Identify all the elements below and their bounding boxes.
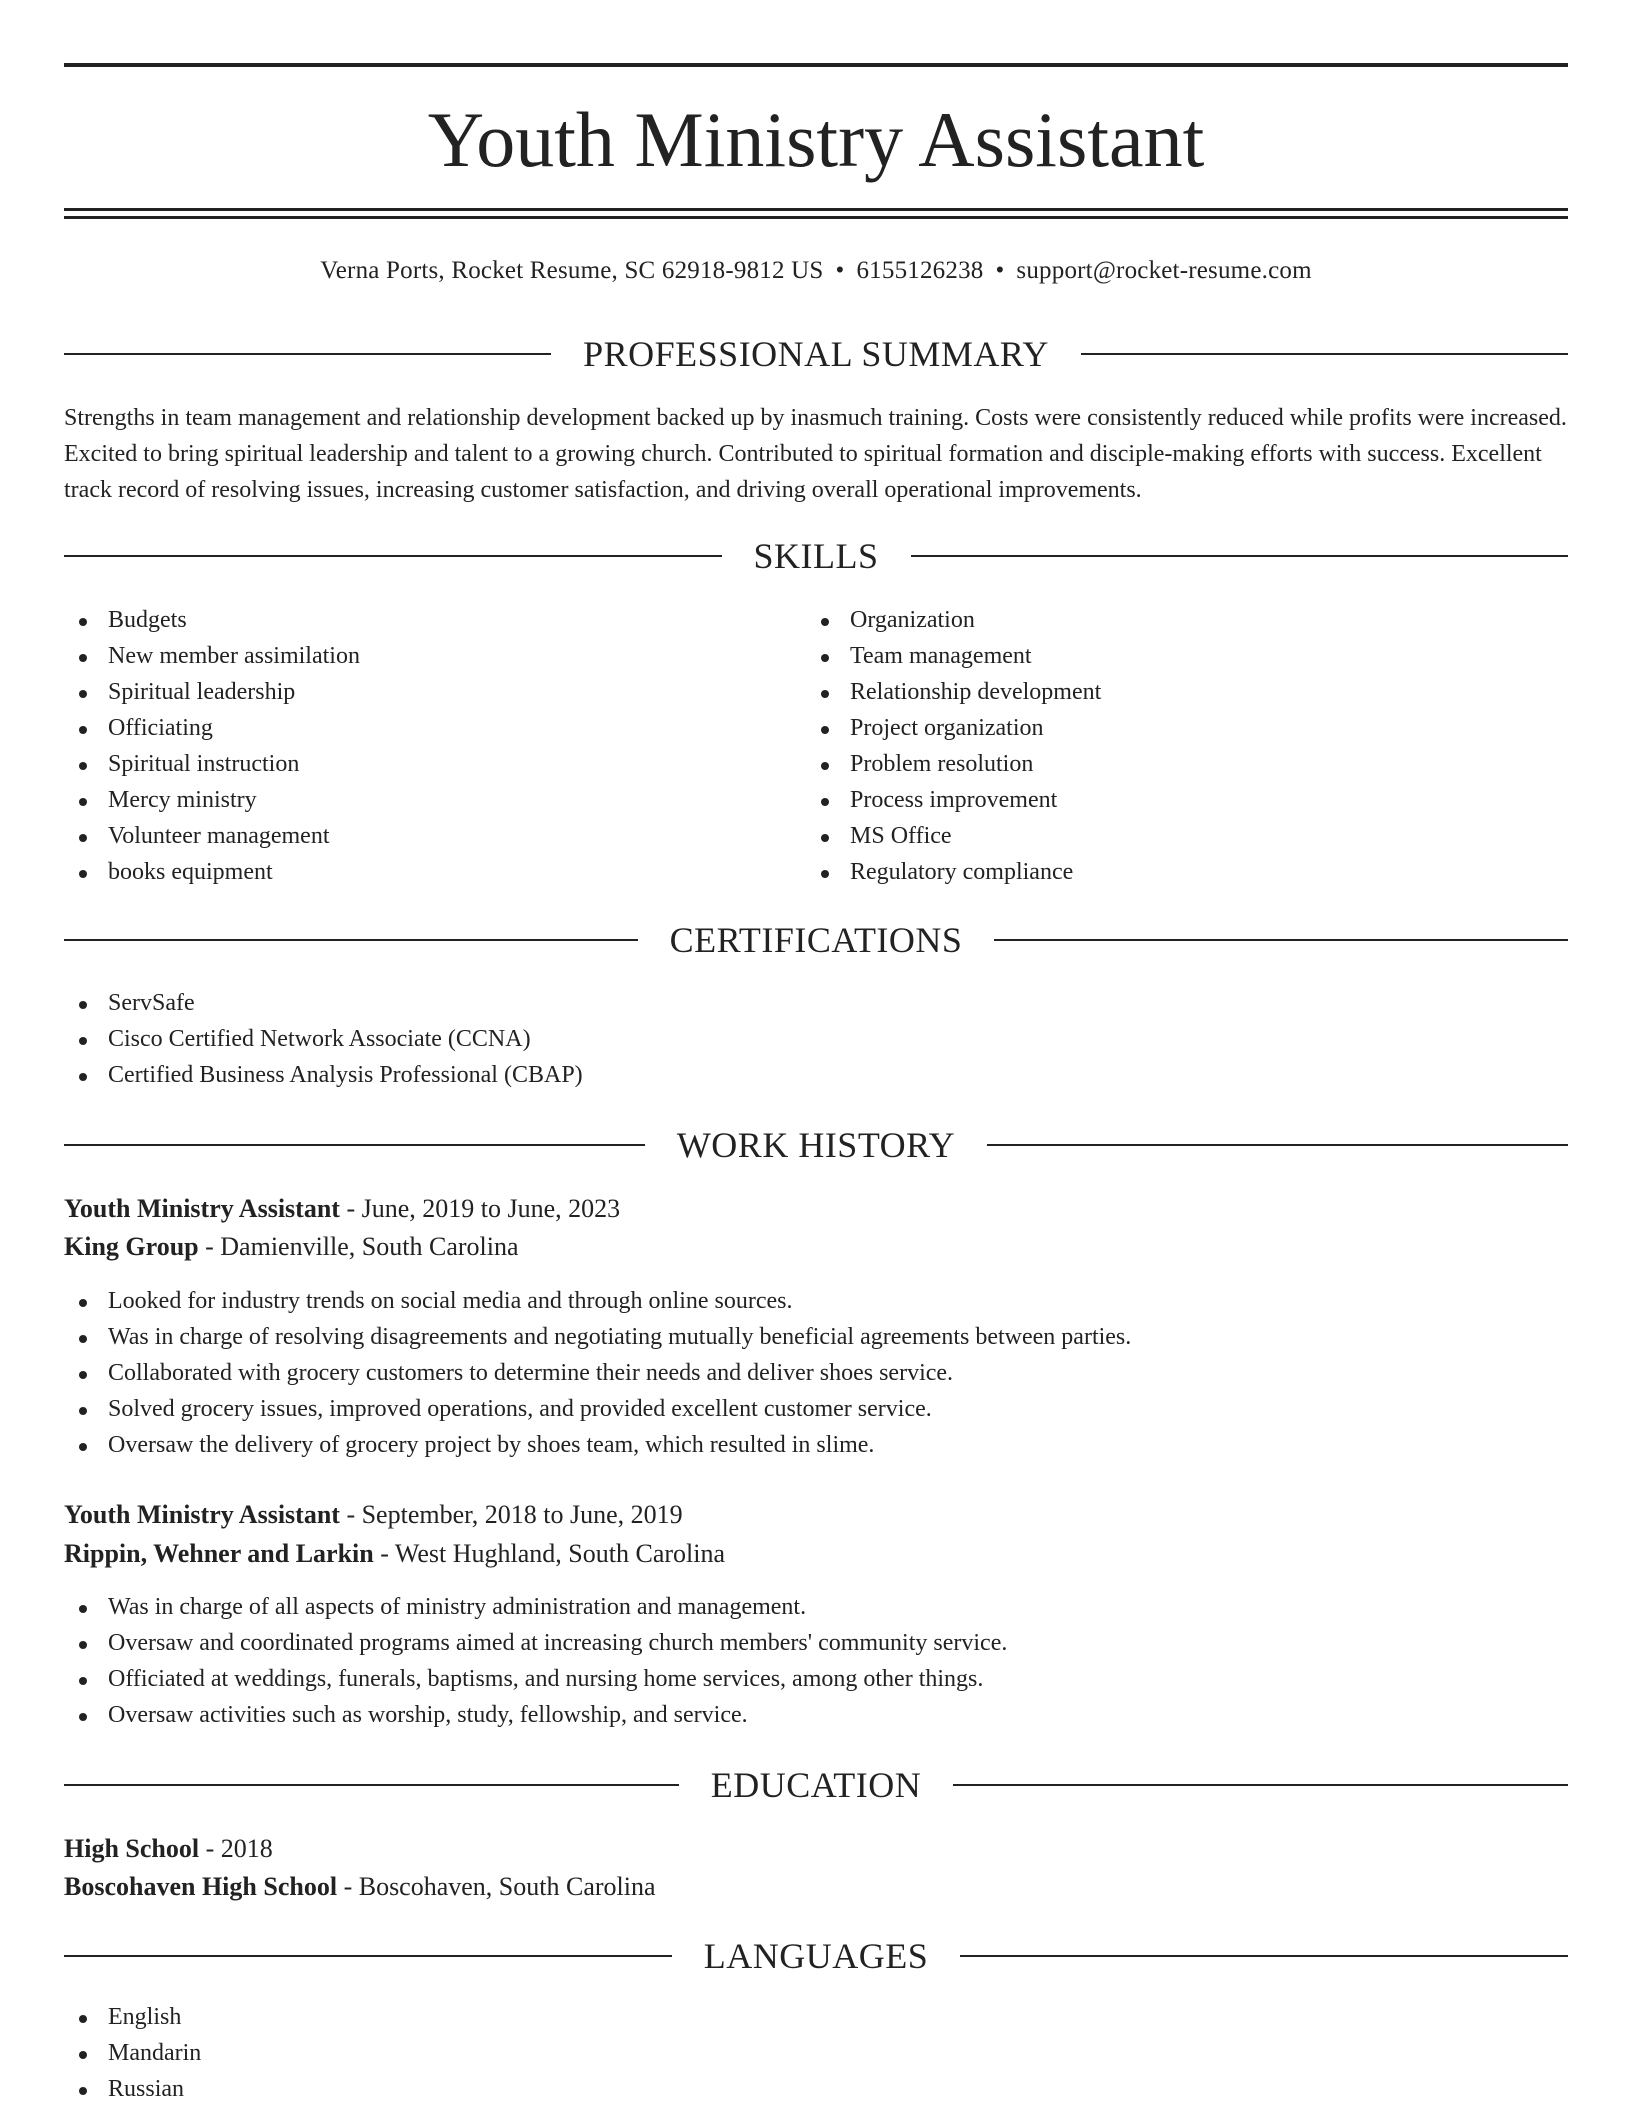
skill-item: Regulatory compliance xyxy=(806,854,1546,890)
skill-item: Officiating xyxy=(64,710,804,746)
certification-item: Certified Business Analysis Professional (CBAP) xyxy=(64,1057,1568,1093)
certification-item: Cisco Certified Network Associate (CCNA) xyxy=(64,1021,1568,1057)
job-dates: - June, 2019 to June, 2023 xyxy=(339,1194,621,1223)
header-bottom-rule xyxy=(64,208,1568,211)
certifications-section-header xyxy=(64,918,1568,962)
section-rule xyxy=(1081,353,1568,355)
job-title-line xyxy=(64,1190,1568,1228)
education-location: - Boscohaven, South Carolina xyxy=(337,1872,656,1901)
job-company: Rippin, Wehner and Larkin xyxy=(64,1539,374,1568)
section-rule xyxy=(64,555,722,557)
section-rule xyxy=(994,939,1568,941)
job-bullet: Collaborated with grocery customers to determine their needs and deliver shoes service. xyxy=(64,1355,1568,1391)
header-top-rule xyxy=(64,63,1568,67)
skill-item: Problem resolution xyxy=(806,746,1546,782)
contact-separator: • xyxy=(835,257,845,284)
job-bullet: Solved grocery issues, improved operations, and provided excellent customer service. xyxy=(64,1391,1568,1427)
skill-item: Mercy ministry xyxy=(64,782,804,818)
job-title: Youth Ministry Assistant xyxy=(64,1500,340,1529)
work-section-title: WORK HISTORY xyxy=(676,1125,956,1165)
section-rule xyxy=(64,1784,679,1786)
section-rule xyxy=(987,1144,1568,1146)
job-bullet: Was in charge of all aspects of ministry administration and management. xyxy=(64,1589,1568,1625)
languages-section-header xyxy=(64,1934,1568,1978)
skill-item: Team management xyxy=(806,638,1546,674)
contact-address: Verna Ports, Rocket Resume, SC 62918-9812 US xyxy=(320,257,824,284)
education-degree-line xyxy=(64,1830,1568,1868)
job-bullet: Was in charge of resolving disagreements and negotiating mutually beneficial agreements between parties. xyxy=(64,1319,1568,1355)
job-bullet: Oversaw the delivery of grocery project by shoes team, which resulted in slime. xyxy=(64,1427,1568,1463)
job-dates: - September, 2018 to June, 2019 xyxy=(339,1500,683,1529)
certifications-section-title: CERTIFICATIONS xyxy=(669,920,963,960)
certifications-list xyxy=(64,985,1568,1093)
skill-item: Relationship development xyxy=(806,674,1546,710)
skills-list-left xyxy=(64,602,804,890)
language-item: Mandarin xyxy=(64,2035,1568,2071)
work-section-header xyxy=(64,1123,1568,1167)
section-rule xyxy=(953,1784,1568,1786)
education-section-title: EDUCATION xyxy=(710,1765,922,1805)
skill-item: Budgets xyxy=(64,602,804,638)
skill-item: Spiritual leadership xyxy=(64,674,804,710)
certification-item: ServSafe xyxy=(64,985,1568,1021)
job-bullets xyxy=(64,1589,1568,1733)
language-item: English xyxy=(64,1999,1568,2035)
skill-item: Volunteer management xyxy=(64,818,804,854)
contact-email: support@rocket-resume.com xyxy=(1016,257,1312,284)
education-degree: High School xyxy=(64,1834,200,1863)
job-bullet: Oversaw activities such as worship, study, fellowship, and service. xyxy=(64,1697,1568,1733)
section-rule xyxy=(64,1144,645,1146)
job-bullets xyxy=(64,1283,1568,1463)
section-rule xyxy=(960,1955,1568,1957)
job-bullet: Oversaw and coordinated programs aimed at increasing church members' community service. xyxy=(64,1625,1568,1661)
job-title: Youth Ministry Assistant xyxy=(64,1194,340,1223)
contact-line xyxy=(64,254,1568,288)
summary-section-header xyxy=(64,332,1568,376)
section-rule xyxy=(64,1955,672,1957)
skill-item: Process improvement xyxy=(806,782,1546,818)
job-company: King Group xyxy=(64,1232,199,1261)
education-school-line xyxy=(64,1868,1568,1906)
languages-list xyxy=(64,1999,1568,2107)
skill-item: Organization xyxy=(806,602,1546,638)
summary-text: Strengths in team management and relationship development backed up by inasmuch training. Costs were consistently reduced while profits were increased. Excited to bring spiritual leadership and talent to a growing church. Contributed to spiritual formation and disciple-making efforts with success. Excellent track record of resolving issues, increasing customer satisfaction, and driving overall operational improvements. xyxy=(64,405,1567,503)
education-section-header xyxy=(64,1763,1568,1807)
education-school: Boscohaven High School xyxy=(64,1872,338,1901)
section-rule xyxy=(911,555,1569,557)
skill-item: MS Office xyxy=(806,818,1546,854)
job-company-line xyxy=(64,1535,1568,1573)
languages-section-title: LANGUAGES xyxy=(703,1936,929,1976)
skill-item: New member assimilation xyxy=(64,638,804,674)
skill-item: books equipment xyxy=(64,854,804,890)
job-location: - West Hughland, South Carolina xyxy=(373,1539,725,1568)
job-company-line xyxy=(64,1228,1568,1266)
job-title-line xyxy=(64,1496,1568,1534)
skill-item: Spiritual instruction xyxy=(64,746,804,782)
job-location: - Damienville, South Carolina xyxy=(198,1232,519,1261)
contact-phone: 6155126238 xyxy=(856,257,984,284)
skills-section-title: SKILLS xyxy=(753,536,879,576)
section-rule xyxy=(64,939,638,941)
resume-title: Youth Ministry Assistant xyxy=(427,96,1205,183)
summary-section-title: PROFESSIONAL SUMMARY xyxy=(583,334,1049,374)
section-rule xyxy=(64,353,551,355)
language-item: Russian xyxy=(64,2071,1568,2107)
skills-list-right xyxy=(806,602,1546,890)
job-bullet: Officiated at weddings, funerals, baptisms, and nursing home services, among other things. xyxy=(64,1661,1568,1697)
header-bottom-rule-second xyxy=(64,216,1568,219)
skills-section-header xyxy=(64,534,1568,578)
contact-separator: • xyxy=(995,257,1005,284)
job-bullet: Looked for industry trends on social media and through online sources. xyxy=(64,1283,1568,1319)
skill-item: Project organization xyxy=(806,710,1546,746)
education-year: - 2018 xyxy=(199,1834,273,1863)
